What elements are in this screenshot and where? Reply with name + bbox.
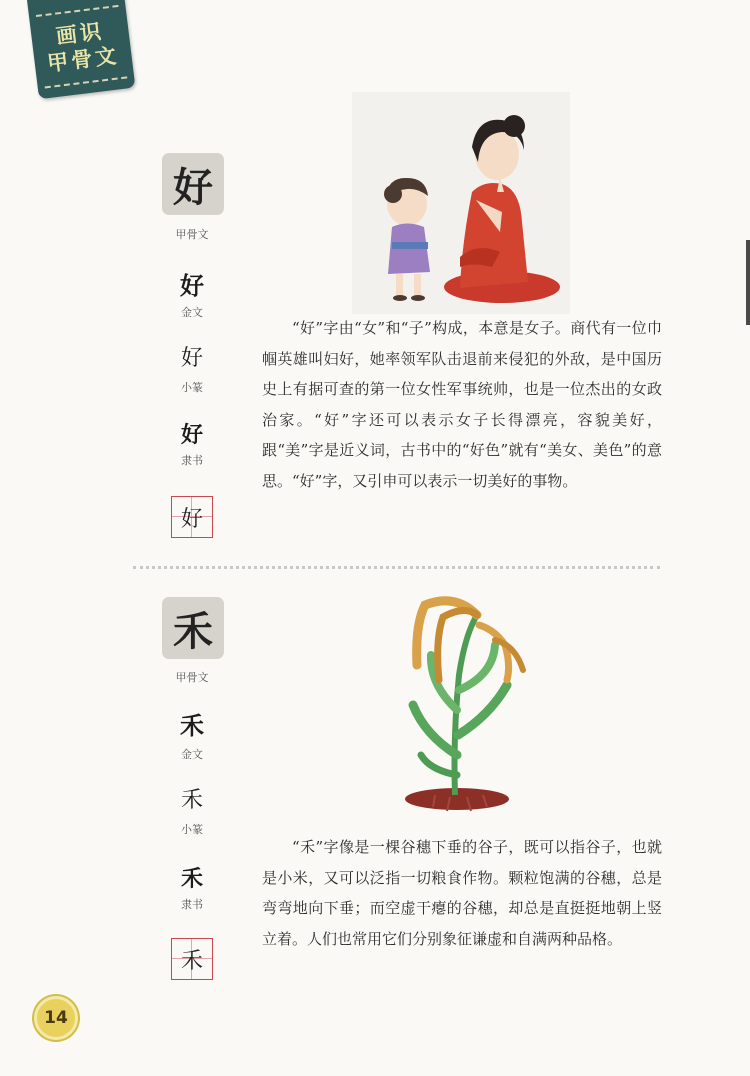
regular-script-glyph: 好 [180, 506, 203, 532]
clerical-glyph: 好 [180, 422, 203, 448]
badge-title-line1: 画识 [54, 18, 106, 49]
bronze-label: 金文 [181, 748, 203, 761]
bronze-glyph: 禾 [180, 711, 204, 740]
clerical-label: 隶书 [181, 454, 203, 467]
regular-script-grid [171, 938, 213, 980]
clerical-label: 隶书 [181, 898, 203, 911]
badge-frame [36, 5, 127, 89]
badge-title-line2: 甲骨文 [45, 43, 121, 76]
section-divider [133, 566, 660, 569]
mother-and-child-illustration [352, 92, 570, 314]
millet-plant-illustration [395, 585, 535, 815]
oracle-bone-glyph: 好 [173, 163, 213, 211]
seal-label: 小篆 [181, 823, 203, 836]
section-badge [27, 0, 135, 99]
page-edge-tab [746, 240, 750, 325]
regular-script-grid [171, 496, 213, 538]
bronze-glyph: 好 [180, 271, 204, 300]
regular-script-glyph: 禾 [180, 948, 203, 974]
hao-description: “好”字由“女”和“子”构成，本意是女子。商代有一位巾帼英雄叫妇好，她率领军队击退前来侵犯的外敌，是中国历史上有据可查的第一位女性军事统帅，也是一位杰出的女政治家。“好”字还可以表示女子长得漂亮，容貌美好，跟“美”字是近义词，古书中的“好色”就有“美女、美色”的意思。“好”字，又引申可以表示一切美好的事物。 [262, 319, 662, 490]
page-number: 14 [34, 996, 78, 1040]
he-description: “禾”字像是一棵谷穗下垂的谷子，既可以指谷子，也就是小米，又可以泛指一切粮食作物。颗粒饱满的谷穗，总是弯弯地向下垂；而空虚干瘪的谷穗，却总是直挺挺地朝上竖立着。人们也常用它们分别象征谦虚和自满两种品格。 [262, 838, 662, 948]
seal-glyph: 好 [180, 346, 203, 371]
oracle-bone-glyph-tile [162, 597, 224, 659]
seal-glyph: 禾 [180, 788, 203, 813]
oracle-bone-label: 甲骨文 [175, 228, 209, 241]
oracle-bone-label: 甲骨文 [175, 671, 209, 684]
clerical-glyph: 禾 [180, 866, 203, 892]
oracle-bone-glyph: 禾 [173, 607, 213, 655]
bronze-label: 金文 [181, 306, 203, 319]
seal-label: 小篆 [181, 381, 203, 394]
oracle-bone-glyph-tile [162, 153, 224, 215]
